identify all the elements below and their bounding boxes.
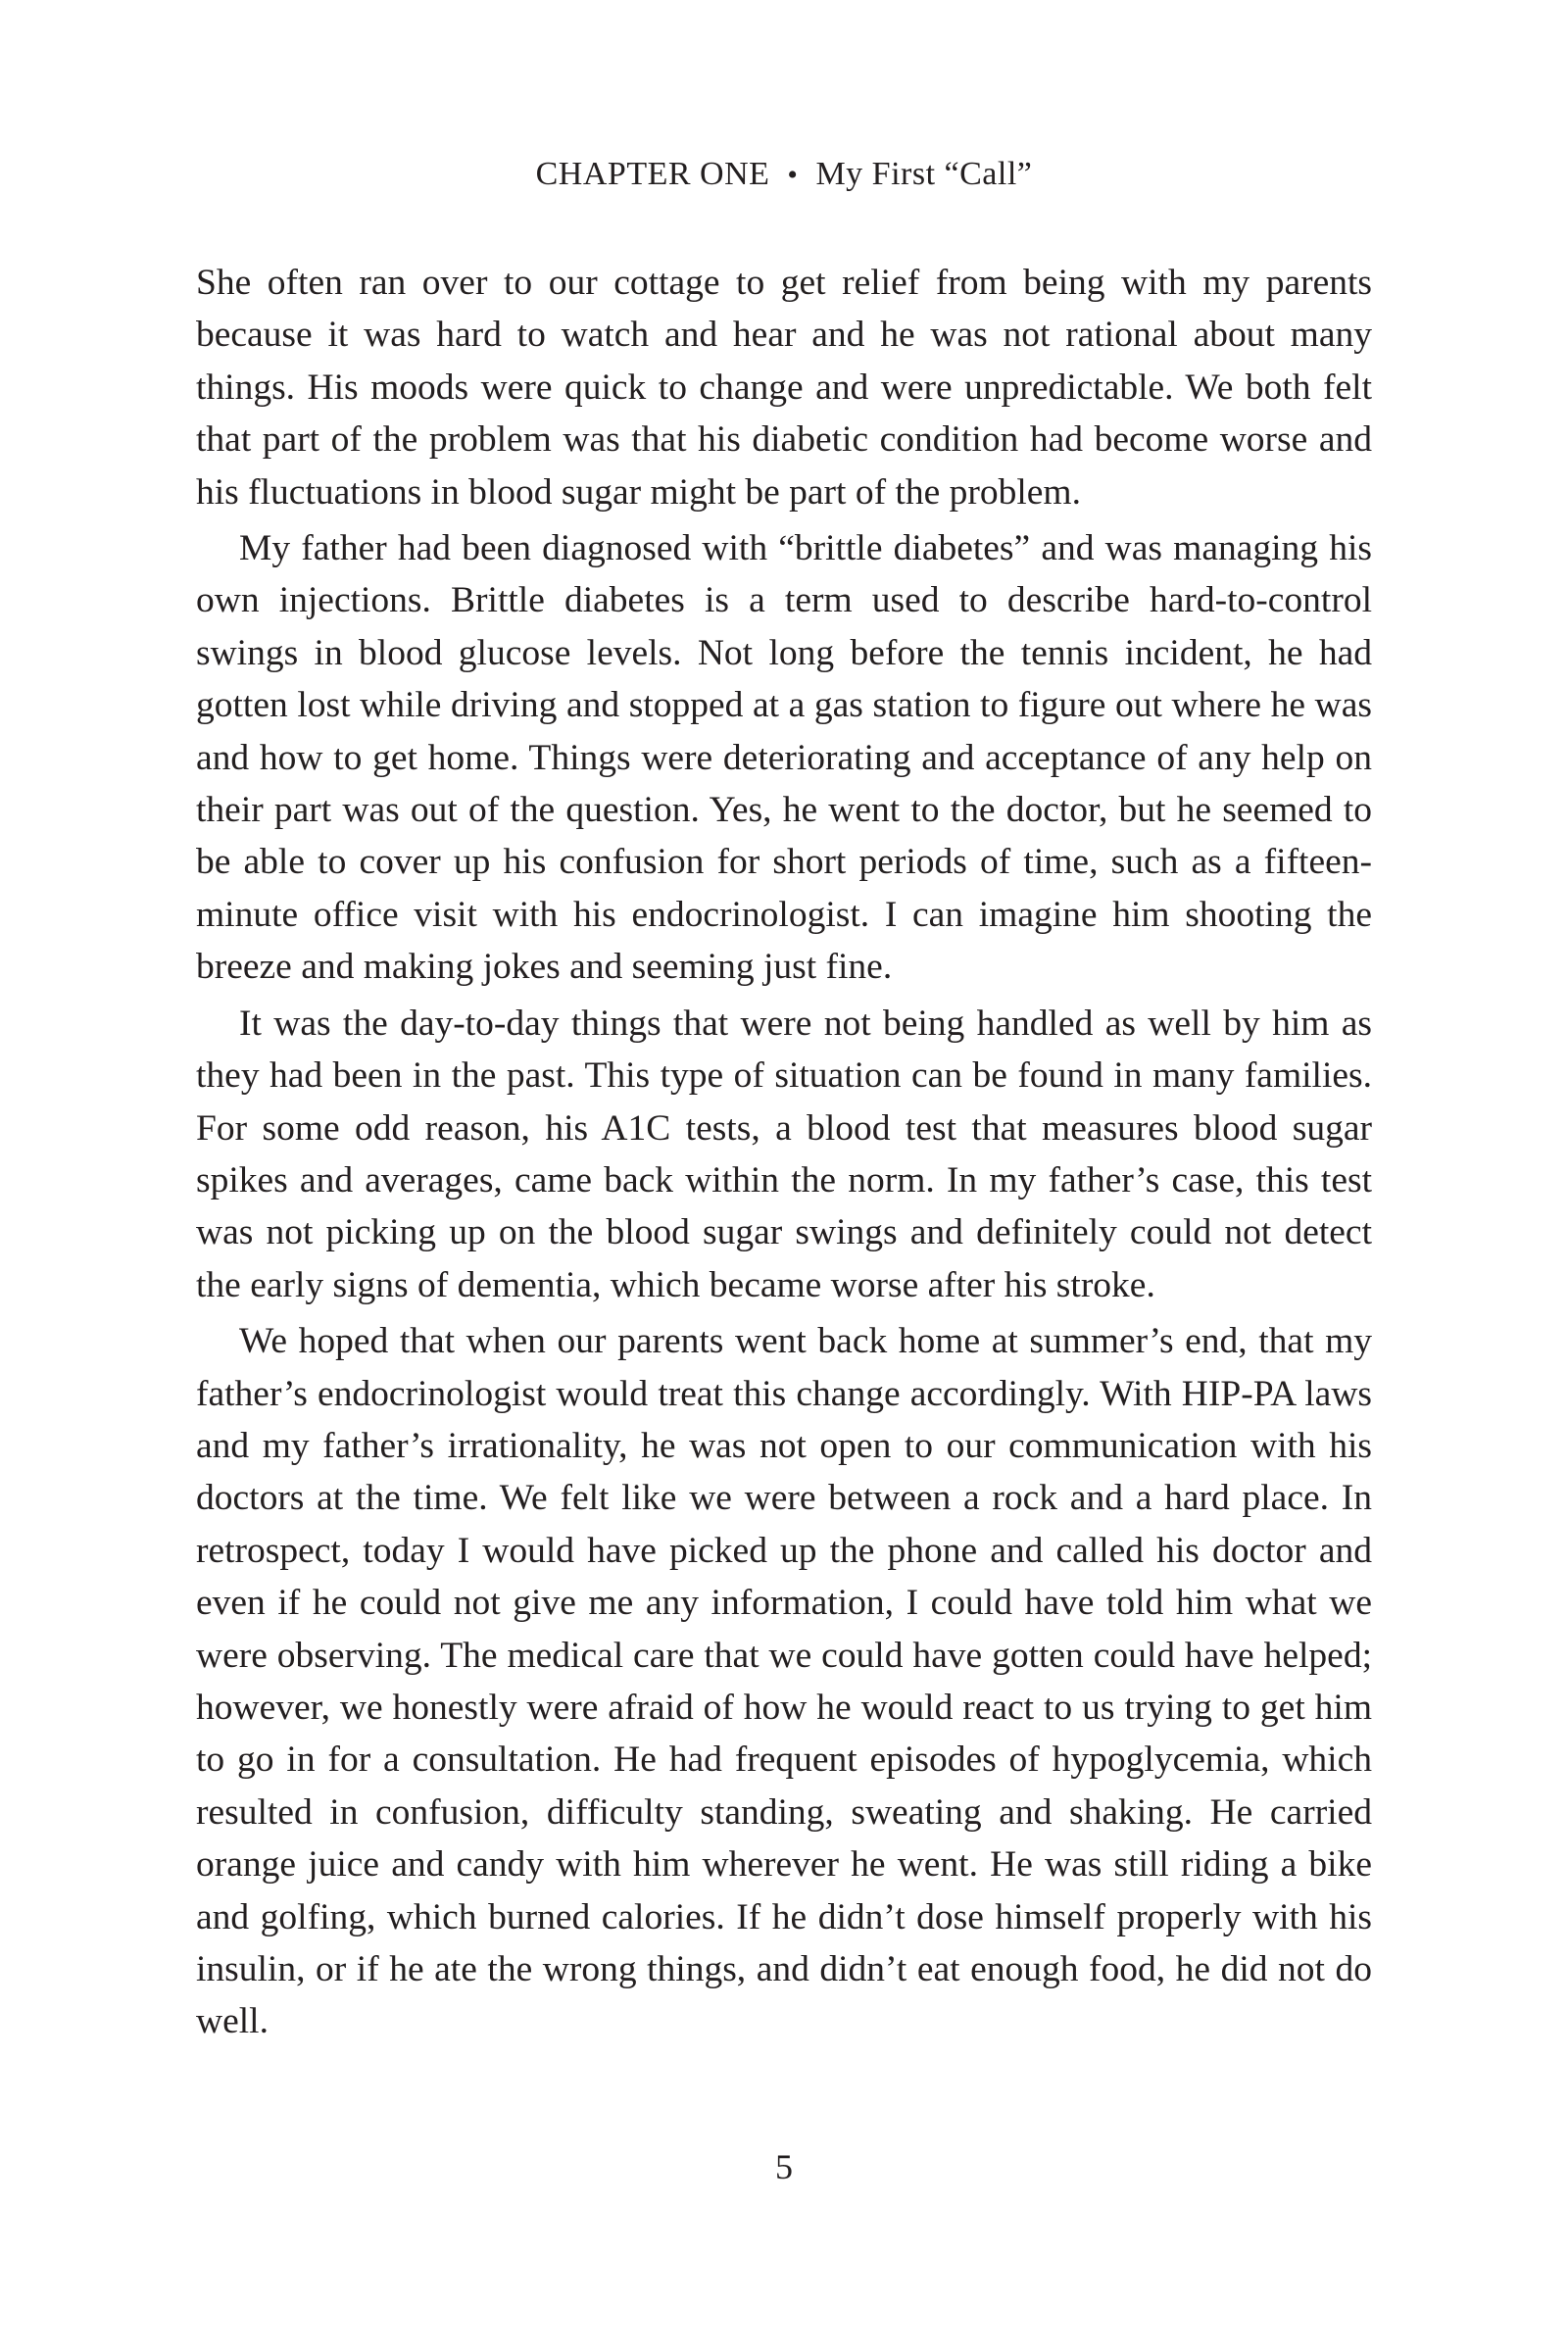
body-text <box>196 257 1372 2052</box>
bullet-separator: • <box>787 159 799 191</box>
paragraph: My father had been diagnosed with “brittle diabetes” and was managing his own injections. Brittle diabetes is a term used to describe hard-to-control swings in blood glucose levels. Not long before the tennis incident, he had gotten lost while driving and stopped at a gas station to figure out where he was and how to get home. Things were deteriorating and acceptance of any help on their part was out of the question. Yes, he went to the doctor, but he seemed to be able to cover up his confusion for short periods of time, such as a fifteen-minute office visit with his endocrinologist. I can imagine him shooting the breeze and making jokes and seeming just fine. <box>196 528 1372 988</box>
paragraph: It was the day-to-day things that were not being handled as well by him as they had been in the past. This type of situation can be found in many families. For some odd reason, his A1C tests, a blood test that measures blood sugar spikes and averages, came back within the norm. In my father’s case, this test was not picking up on the blood sugar swings and definitely could not detect the early signs of dementia, which became worse after his stroke. <box>196 1003 1372 1305</box>
chapter-label: CHAPTER ONE <box>535 156 770 192</box>
page-number: 5 <box>775 2147 793 2186</box>
running-head <box>0 155 1568 195</box>
chapter-title: My First “Call” <box>815 156 1033 192</box>
paragraph: We hoped that when our parents went back home at summer’s end, that my father’s endocrinologist would treat this change accordingly. With HIP-PA laws and my father’s irrationality, he was not open to our communication with his doctors at the time. We felt like we were between a rock and a hard place. In retrospect, today I would have picked up the phone and called his doctor and even if he could not give me any information, I could have told him what we were observing. The medical care that we could have gotten could have helped; however, we honestly were afraid of how he would react to us trying to get him to go in for a consultation. He had frequent episodes of hypoglycemia, which resulted in confusion, difficulty standing, sweating and shaking. He carried orange juice and candy with him wherever he went. He was still riding a bike and golfing, which burned calories. If he didn’t dose himself properly with his insulin, or if he ate the wrong things, and didn’t eat enough food, he did not do well. <box>196 1321 1372 2042</box>
paragraph: She often ran over to our cottage to get relief from being with my parents because it was hard to watch and hear and he was not rational about many things. His moods were quick to change and were unpredictable. We both felt that part of the problem was that his diabetic condition had become worse and his fluctuations in blood sugar might be part of the problem. <box>196 263 1372 513</box>
